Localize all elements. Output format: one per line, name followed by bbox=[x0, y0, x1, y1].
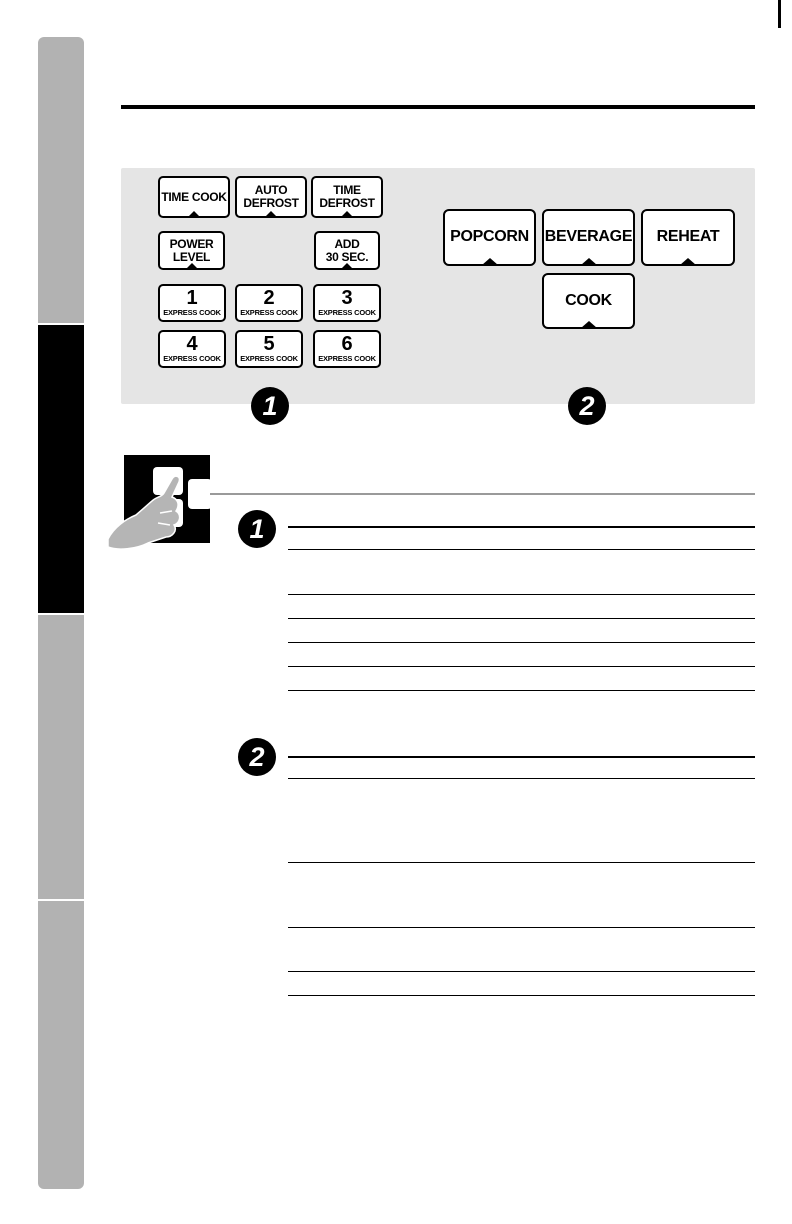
table-1-row-rule bbox=[288, 594, 755, 595]
side-tab-2-active[interactable] bbox=[38, 325, 84, 613]
number-5-button[interactable] bbox=[235, 330, 303, 368]
badge-section-2: 2 bbox=[238, 738, 276, 776]
number-2-button[interactable] bbox=[235, 284, 303, 322]
number-3-sub: EXPRESS COOK bbox=[318, 308, 376, 318]
beverage-button[interactable] bbox=[542, 209, 635, 266]
table-1-row-rule bbox=[288, 642, 755, 643]
arrow-up-icon bbox=[581, 321, 597, 328]
table-2-row-rule bbox=[288, 778, 755, 779]
side-tab-4[interactable] bbox=[38, 901, 84, 1189]
cook-label: COOK bbox=[565, 291, 612, 309]
reheat-label: REHEAT bbox=[656, 228, 720, 246]
badge-2: 2 bbox=[568, 387, 606, 425]
time-defrost-line1: TIME bbox=[333, 183, 361, 198]
add-30-sec-line1: ADD bbox=[334, 236, 360, 251]
number-4-button[interactable] bbox=[158, 330, 226, 368]
side-tab-1[interactable] bbox=[38, 37, 84, 323]
number-2-sub: EXPRESS COOK bbox=[240, 308, 298, 318]
arrow-up-icon bbox=[265, 211, 277, 217]
add-30-sec-button[interactable] bbox=[314, 231, 380, 270]
auto-defrost-line2: DEFROST bbox=[243, 196, 299, 210]
number-6-button[interactable] bbox=[313, 330, 381, 368]
auto-defrost-line1: AUTO bbox=[254, 183, 288, 198]
number-1-button[interactable] bbox=[158, 284, 226, 322]
crop-mark bbox=[778, 0, 781, 28]
table-2-row-rule bbox=[288, 971, 755, 972]
number-1-digit: 1 bbox=[186, 287, 198, 310]
table-1-row-rule bbox=[288, 549, 755, 550]
power-level-line2: LEVEL bbox=[172, 249, 211, 264]
reheat-button[interactable] bbox=[641, 209, 735, 266]
table-2-row-rule bbox=[288, 995, 755, 996]
number-1-sub: EXPRESS COOK bbox=[163, 308, 221, 318]
cook-button[interactable] bbox=[542, 273, 635, 329]
number-5-digit: 5 bbox=[263, 333, 275, 356]
badge-section-1: 1 bbox=[238, 510, 276, 548]
arrow-up-icon bbox=[341, 211, 353, 217]
arrow-up-icon bbox=[482, 258, 498, 265]
control-panel bbox=[121, 168, 755, 404]
beverage-label: BEVERAGE bbox=[544, 228, 633, 246]
popcorn-button[interactable] bbox=[443, 209, 536, 266]
table-1-row-rule bbox=[288, 666, 755, 667]
time-defrost-button[interactable] bbox=[311, 176, 383, 218]
header-rule bbox=[121, 105, 755, 109]
number-2-digit: 2 bbox=[263, 287, 275, 310]
number-4-digit: 4 bbox=[186, 333, 198, 356]
number-6-sub: EXPRESS COOK bbox=[318, 354, 376, 364]
table-1-row-rule bbox=[288, 690, 755, 691]
add-30-sec-line2: 30 SEC. bbox=[325, 249, 369, 264]
side-tab-3[interactable] bbox=[38, 615, 84, 899]
auto-defrost-button[interactable] bbox=[235, 176, 307, 218]
badge-1: 1 bbox=[251, 387, 289, 425]
time-defrost-line2: DEFROST bbox=[319, 196, 375, 210]
power-level-button[interactable] bbox=[158, 231, 225, 270]
arrow-up-icon bbox=[186, 263, 198, 269]
table-2-row-rule bbox=[288, 862, 755, 863]
table-2-row-rule bbox=[288, 927, 755, 928]
number-3-digit: 3 bbox=[341, 287, 353, 310]
section-divider bbox=[210, 493, 755, 495]
number-6-digit: 6 bbox=[341, 333, 353, 356]
table-1-header-rule bbox=[288, 526, 755, 528]
number-3-button[interactable] bbox=[313, 284, 381, 322]
hand-pressing-button-icon bbox=[108, 455, 212, 551]
time-cook-button[interactable] bbox=[158, 176, 230, 218]
time-cook-label: TIME COOK bbox=[161, 189, 227, 204]
arrow-up-icon bbox=[188, 211, 200, 217]
table-1-row-rule bbox=[288, 618, 755, 619]
table-2-header-rule bbox=[288, 756, 755, 758]
power-level-line1: POWER bbox=[169, 236, 214, 251]
popcorn-label: POPCORN bbox=[450, 228, 529, 246]
arrow-up-icon bbox=[581, 258, 597, 265]
number-5-sub: EXPRESS COOK bbox=[240, 354, 298, 364]
arrow-up-icon bbox=[680, 258, 696, 265]
arrow-up-icon bbox=[341, 263, 353, 269]
number-4-sub: EXPRESS COOK bbox=[163, 354, 221, 364]
